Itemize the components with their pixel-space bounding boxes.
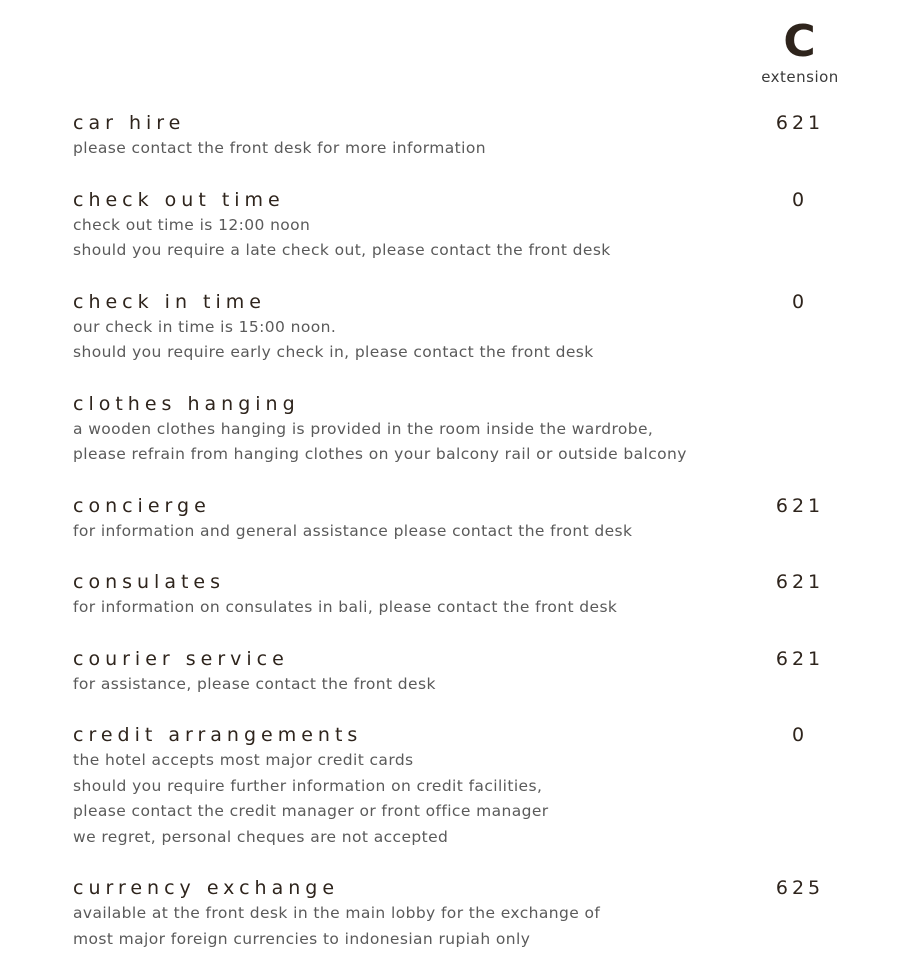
entry-description-line: should you require further information on credit facilities, (73, 776, 543, 795)
entry-description-line: for information on consulates in bali, please contact the front desk (73, 598, 618, 616)
entry-extension: 0 (791, 724, 809, 746)
entry-description-line: available at the front desk in the main lobby for the exchange of (73, 904, 601, 922)
entry-extension: 621 (775, 494, 825, 517)
entry-description-line: for assistance, please contact the front desk (73, 674, 436, 693)
section-letter: C (783, 16, 817, 67)
entry-extension: 625 (775, 877, 825, 899)
entry-title: courier service (73, 647, 289, 670)
entry-description-line: we regret, personal cheques are not accepted (73, 827, 449, 846)
entry-clothes-hanging (73, 391, 853, 468)
entry-title: car hire (73, 112, 186, 134)
entry-title: concierge (73, 494, 211, 517)
entry-title: credit arrangements (73, 724, 363, 746)
entry-title: clothes hanging (73, 392, 300, 415)
entry-description-line: check out time is 12:00 noon (73, 215, 311, 234)
entry-extension: 621 (775, 112, 825, 134)
entry-title: currency exchange (73, 877, 340, 899)
entry-description-line: should you require a late check out, please contact the front desk (73, 241, 611, 259)
entry-concierge (73, 493, 853, 545)
entry-description-line: our check in time is 15:00 noon. (73, 317, 337, 336)
entry-extension: 621 (775, 647, 825, 670)
entry-extension: 621 (775, 571, 825, 593)
entry-extension: 0 (791, 290, 809, 313)
entry-description-line: a wooden clothes hanging is provided in the room inside the wardrobe, (73, 419, 654, 438)
entry-consulates (73, 569, 853, 621)
entry-car-hire (73, 110, 853, 162)
entry-credit-arrangements (73, 722, 853, 850)
entry-extension: 0 (791, 188, 809, 211)
entry-check-out-time (73, 187, 853, 264)
entry-description-line: the hotel accepts most major credit cards (73, 751, 414, 769)
entry-courier-service (73, 646, 853, 698)
extension-column-label: extension (761, 68, 839, 86)
entry-currency-exchange (73, 875, 853, 952)
entry-title: consulates (73, 571, 226, 593)
entry-title: check out time (73, 188, 285, 211)
entry-description-line: please refrain from hanging clothes on your balcony rail or outside balcony (73, 445, 687, 463)
entry-description-line: for information and general assistance please contact the front desk (73, 521, 633, 540)
section-header (740, 16, 860, 86)
entry-check-in-time (73, 289, 853, 366)
directory-entries (73, 110, 853, 977)
entry-description-line: most major foreign currencies to indonesian rupiah only (73, 929, 531, 948)
entry-title: check in time (73, 290, 266, 313)
entry-description-line: should you require early check in, please contact the front desk (73, 343, 594, 361)
entry-description-line: please contact the credit manager or front office manager (73, 802, 549, 820)
entry-description-line: please contact the front desk for more information (73, 139, 486, 157)
